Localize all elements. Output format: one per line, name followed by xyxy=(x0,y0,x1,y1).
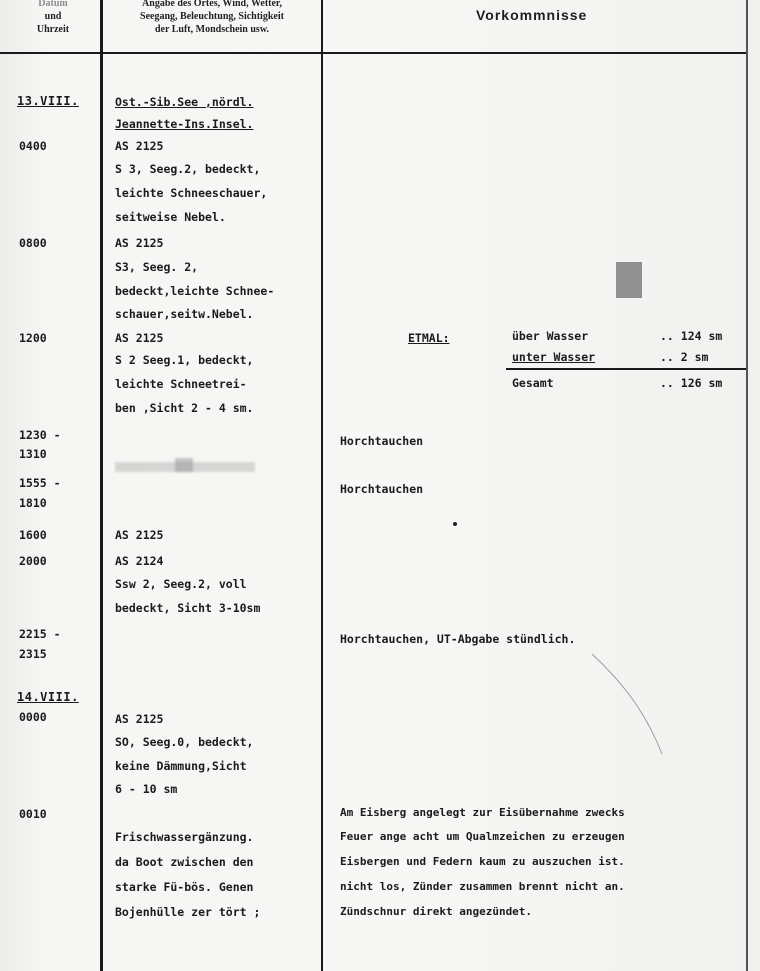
ink-dot xyxy=(453,522,457,526)
weather-line: bedeckt,leichte Schnee- xyxy=(115,284,275,298)
etmal-label: ETMAL: xyxy=(408,331,450,345)
weather-line: Ssw 2, Seeg.2, voll xyxy=(115,577,247,591)
event-line: Eisbergen und Federn kaum zu auszuchen ist. xyxy=(340,855,625,868)
header-location-column xyxy=(104,0,320,36)
etmal-row-label: unter Wasser xyxy=(512,350,596,364)
time-entry: 2315 xyxy=(19,647,47,661)
weather-line: schauer,seitw.Nebel. xyxy=(115,307,254,321)
location-line: Jeannette-Ins.Insel. xyxy=(115,117,254,131)
page-edge xyxy=(746,0,748,971)
column-divider-middle xyxy=(321,0,323,971)
time-entry: 1230 - xyxy=(19,428,61,442)
event-line: Horchtauchen, UT-Abgabe stündlich. xyxy=(340,632,576,646)
weather-line: S 2 Seeg.1, bedeckt, xyxy=(115,353,254,367)
pencil-mark xyxy=(590,650,670,760)
time-entry: 2215 - xyxy=(19,627,61,641)
location-line: Ost.-Sib.See ,nördl. xyxy=(115,95,254,109)
time-entry: 0000 xyxy=(19,710,47,724)
header-line: der Luft, Mondschein usw. xyxy=(154,24,269,35)
weather-line: SO, Seeg.0, bedeckt, xyxy=(115,735,254,749)
etmal-row-value: .. 124 sm xyxy=(660,329,723,343)
weather-line: S3, Seeg. 2, xyxy=(115,260,199,274)
stamp-mark xyxy=(616,262,642,298)
time-entry: 2000 xyxy=(19,554,47,568)
weather-line: leichte Schneetrei- xyxy=(115,377,247,391)
time-entry: 1600 xyxy=(19,528,47,542)
header-line: Uhrzeit xyxy=(36,24,70,35)
etmal-row-label: Gesamt xyxy=(512,376,554,390)
header-line: Datum xyxy=(38,0,68,9)
event-line: Horchtauchen xyxy=(340,434,424,448)
time-entry: 1810 xyxy=(19,496,47,510)
weather-line: S 3, Seeg.2, bedeckt, xyxy=(115,162,261,176)
weather-line: starke Fü-bös. Genen xyxy=(115,880,254,894)
date-entry: 14.VIII. xyxy=(17,690,79,704)
weather-line: Frischwassergänzung. xyxy=(115,830,254,844)
time-entry: 1200 xyxy=(19,331,47,345)
weather-line: AS 2125 xyxy=(115,712,164,726)
etmal-sum-rule xyxy=(506,368,746,370)
header-line: Seegang, Beleuchtung, Sichtigkeit xyxy=(140,11,284,22)
ink-smudge xyxy=(175,458,193,472)
time-entry: 0800 xyxy=(19,236,47,250)
weather-line: AS 2125 xyxy=(115,528,164,542)
weather-line: AS 2125 xyxy=(115,139,164,153)
weather-line: bedeckt, Sicht 3-10sm xyxy=(115,601,261,615)
weather-line: keine Dämmung,Sicht xyxy=(115,759,247,773)
event-line: Zündschnur direkt angezündet. xyxy=(340,905,533,918)
event-line: Horchtauchen xyxy=(340,482,424,496)
event-line: Feuer ange acht um Qualmzeichen zu erzeugen xyxy=(340,830,625,843)
weather-line: Bojenhülle zer tört ; xyxy=(115,905,261,919)
weather-line: AS 2125 xyxy=(115,331,164,345)
etmal-row-value: .. 2 sm xyxy=(660,350,709,364)
weather-line: da Boot zwischen den xyxy=(115,855,254,869)
date-entry: 13.VIII. xyxy=(17,94,79,108)
etmal-row-value: .. 126 sm xyxy=(660,376,723,390)
column-divider-left xyxy=(100,0,103,971)
weather-line: AS 2125 xyxy=(115,236,164,250)
event-line: nicht los, Zünder zusammen brennt nicht an. xyxy=(340,880,625,893)
header-line: Angabe des Ortes, Wind, Wetter, xyxy=(142,0,282,9)
header-rule xyxy=(0,52,746,54)
weather-line: AS 2124 xyxy=(115,554,164,568)
weather-line: leichte Schneeschauer, xyxy=(115,186,268,200)
time-entry: 1555 - xyxy=(19,476,61,490)
time-entry: 0400 xyxy=(19,139,47,153)
time-entry: 0010 xyxy=(19,807,47,821)
event-line: Am Eisberg angelegt zur Eisübernahme zwecks xyxy=(340,806,625,819)
header-line: und xyxy=(44,11,62,22)
time-entry: 1310 xyxy=(19,447,47,461)
header-events-column: Vorkommnisse xyxy=(476,7,588,23)
weather-line: ben ,Sicht 2 - 4 sm. xyxy=(115,401,254,415)
weather-line: seitweise Nebel. xyxy=(115,210,226,224)
etmal-row-label: über Wasser xyxy=(512,329,589,343)
weather-line: 6 - 10 sm xyxy=(115,782,178,796)
header-date-column xyxy=(8,0,98,36)
